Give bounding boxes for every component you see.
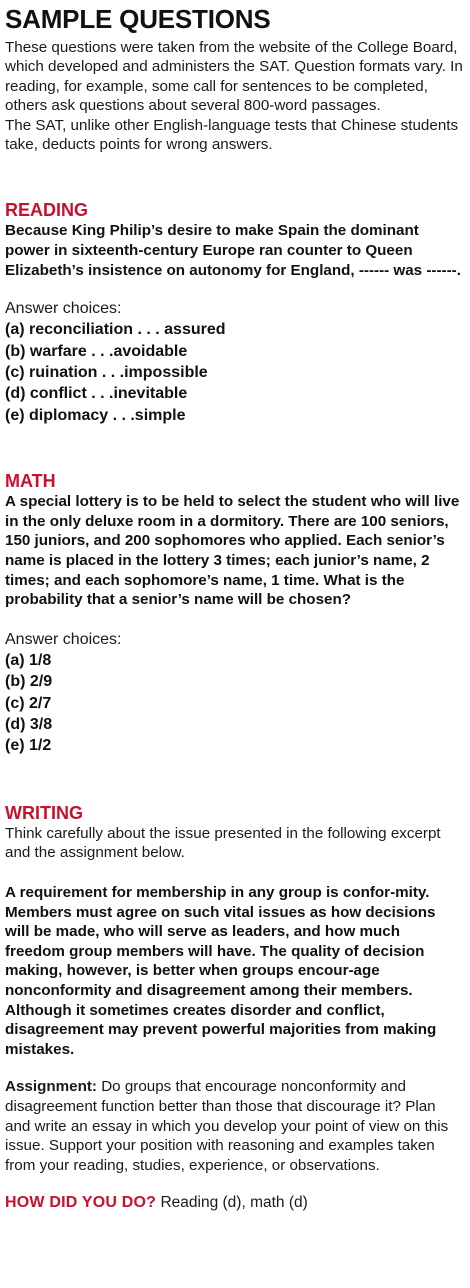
answer-choice: (d) conflict . . .inevitable — [5, 385, 188, 403]
math-choices-list — [5, 650, 464, 757]
answer-choice: (c) 2/7 — [5, 694, 52, 712]
reading-section — [5, 200, 464, 426]
math-heading: MATH — [5, 471, 56, 492]
math-question: A special lottery is to be held to select the student who will live in the only deluxe room in a dormitory. There are 100 seniors, 150 juniors, and 200 sophomores who applied. Each senior’s name is placed in the lottery 3 times; each junior’s name, 2 times; and each sophomore’s name, 1 time. What is the probability that a senior’s name will be chosen? — [5, 493, 460, 609]
answer-choice: (a) 1/8 — [5, 651, 52, 669]
answer-key — [5, 1193, 464, 1213]
writing-section — [5, 803, 464, 1176]
answer-choice: (e) 1/2 — [5, 737, 52, 755]
writing-excerpt: A requirement for membership in any group is confor-mity. Members must agree on such vital issues as how decisions will be made, who will serve as leaders, and how much freedom group members will have. The quality of decision making, however, is better when groups encour-age nonconformity and disagreement among their members. Although it sometimes creates disorder and conflict, disagreement may prevent powerful majorities from making mistakes. — [5, 884, 437, 1058]
intro-paragraph: These questions were taken from the website of the College Board, which developed and administers the SAT. Question formats vary. In reading, for example, some call for sentences to be completed, others ask questions about several 800-word passages. — [5, 39, 463, 115]
answer-key-text: Reading (d), math (d) — [156, 1194, 308, 1212]
math-answers-label: Answer choices: — [5, 630, 122, 648]
answer-choice: (b) 2/9 — [5, 673, 53, 691]
writing-heading: WRITING — [5, 802, 83, 823]
answer-choice: (a) reconciliation . . . assured — [5, 321, 226, 339]
writing-instructions: Think carefully about the issue presented in the following excerpt and the assignment below. — [5, 824, 441, 862]
answer-choice: (e) diplomacy . . .simple — [5, 406, 186, 424]
reading-question: Because King Philip’s desire to make Spain the dominant power in sixteenth-century Europe ran counter to Queen Elizabeth’s insistence on autonomy for England, ------ was ------. — [5, 222, 461, 279]
answer-key-heading: HOW DID YOU DO? — [5, 1194, 157, 1212]
assignment-text: Do groups that encourage nonconformity and disagreement function better than those that discourage it? Plan and write an essay in which you develop your point of view on this issue. Support your position with reasoning and examples taken from your reading, studies, experience, or observations. — [5, 1078, 449, 1174]
reading-choices-list — [5, 319, 464, 426]
assignment-label: Assignment: — [5, 1078, 97, 1096]
page-title: SAMPLE QUESTIONS — [5, 4, 271, 34]
answer-choice: (d) 3/8 — [5, 716, 53, 734]
reading-answers-label: Answer choices: — [5, 300, 122, 318]
answer-choice: (b) warfare . . .avoidable — [5, 342, 188, 360]
intro-paragraph: The SAT, unlike other English-language tests that Chinese students take, deducts points for wrong answers. — [5, 116, 459, 154]
writing-assignment — [5, 1077, 464, 1175]
answer-choice: (c) ruination . . .impossible — [5, 364, 208, 382]
math-section — [5, 471, 464, 757]
reading-heading: READING — [5, 200, 89, 221]
intro-block — [5, 38, 464, 154]
